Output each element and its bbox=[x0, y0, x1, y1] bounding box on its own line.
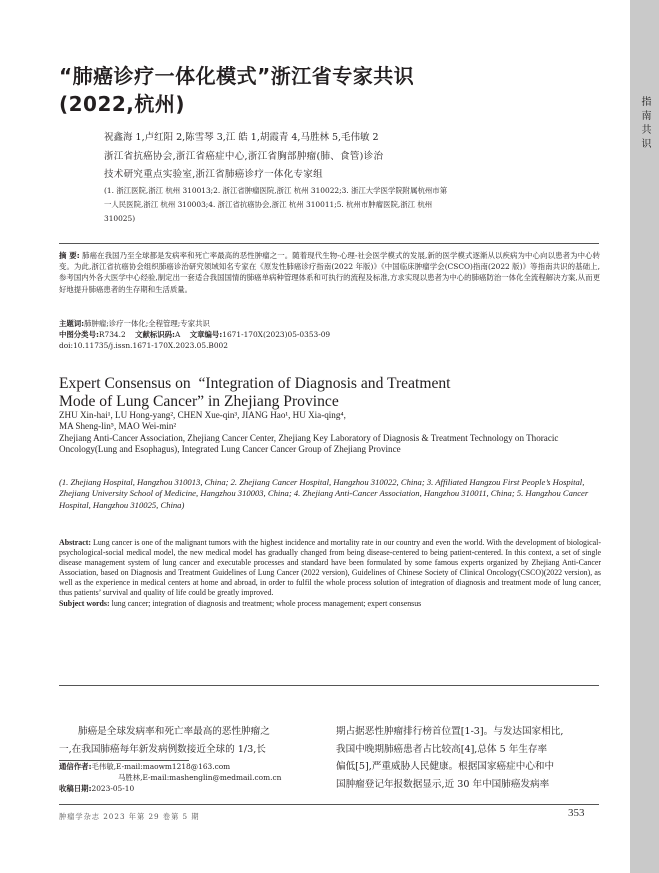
corresponding-author bbox=[59, 761, 230, 772]
body-left-line2: 一,在我国肺癌每年新发病例数接近全球的 1/3,长 bbox=[59, 743, 266, 755]
en-abstract-label: Abstract: bbox=[59, 538, 91, 547]
cn-classification bbox=[59, 329, 330, 340]
en-title bbox=[59, 375, 604, 411]
en-group: Zhejiang Anti-Cancer Association, Zhejiang Cancer Center, Zhejiang Key Laboratory of Diagnosis & Treatment Technology on Thoracic Oncology(Lung and Esophagus), Integrated Lung Cancer Cancer Group of Zhejiang Province bbox=[59, 433, 559, 455]
doc-label: 文献标识码: bbox=[135, 330, 175, 339]
cn-authors: 祝鑫海 1,卢红阳 2,陈雪琴 3,江 皓 1,胡霞青 4,马胜林 5,毛伟敏 2 bbox=[104, 132, 379, 143]
body-right-line1: 期占据恶性肿瘤排行榜首位置[1-3]。与发达国家相比, bbox=[336, 726, 564, 737]
cn-keywords bbox=[59, 318, 210, 329]
en-abstract-text: Lung cancer is one of the malignant tumors with the highest incidence and mortality rate in our country and even the world. With the development of biological-psychological-social medical model, the new medical model has gradually changed from being disease-centered to being patient-centered. In this context, a set of single disease management system of lung cancer and executable processes and standard have been formulated by some famous experts organized by Zhejiang Anti-Cancer Association, based on Diagnosis and Treatment Guidelines of Lung Cancer (2022 version), Guidelines of Chinese Society of Clinical Oncology(CSCO)(2022 version), as well as the experience in medical centers at home and abroad, in order to fulfil the whole process solution of integration of diagnosis and treatment mode of lung cancer, thus patients’ survival and quality of life could be greatly improved. bbox=[59, 538, 601, 598]
article-value: 1671-170X(2023)05-0353-09 bbox=[222, 330, 331, 339]
body-left-column bbox=[59, 723, 314, 758]
section-sidebar bbox=[630, 0, 659, 873]
cn-group-line1: 浙江省抗癌协会,浙江省癌症中心,浙江省胸部肿瘤(肺、食管)诊治 bbox=[104, 151, 384, 162]
received-date bbox=[59, 783, 134, 794]
en-abstract bbox=[59, 538, 601, 609]
cn-abstract bbox=[59, 250, 600, 295]
cn-title-line2: (2022,杭州) bbox=[59, 92, 186, 116]
body-right-column bbox=[336, 723, 600, 793]
en-subject-label: Subject words: bbox=[59, 598, 110, 608]
corr-label: 通信作者: bbox=[59, 762, 92, 771]
cn-title bbox=[59, 62, 599, 118]
corr-author-1: 毛伟敏,E-mail:maowm1218@163.com bbox=[91, 762, 231, 771]
doi: doi:10.11735/j.issn.1671-170X.2023.05.B002 bbox=[59, 341, 228, 350]
clc-value: R734.2 bbox=[98, 330, 126, 339]
cn-affiliations: (1. 浙江医院,浙江 杭州 310013;2. 浙江省肿瘤医院,浙江 杭州 310022;3. 浙江大学医学院附属杭州市第一人民医院,浙江 杭州 310003;4. 浙江省抗癌协会,浙江 杭州 310011;5. 杭州市肿瘤医院,浙江 杭州 310025) bbox=[104, 186, 448, 223]
article-label: 文章编号: bbox=[189, 330, 223, 339]
en-authors-line1: ZHU Xin-hai¹, LU Hong-yang², CHEN Xue-qin³, JIANG Hao¹, HU Xia-qing⁴, bbox=[59, 410, 346, 420]
body-right-line4: 国肿瘤登记年报数据显示,近 30 年中国肺癌发病率 bbox=[336, 778, 550, 790]
doc-value: A bbox=[174, 330, 181, 339]
cn-title-line1: “肺癌诊疗一体化模式”浙江省专家共识 bbox=[59, 64, 415, 88]
section-label: 指南共识 bbox=[639, 96, 650, 152]
clc-label: 中图分类号: bbox=[59, 330, 99, 339]
journal-issue: 肿瘤学杂志 2023 年第 29 卷第 5 期 bbox=[59, 812, 200, 821]
received-label: 收稿日期: bbox=[59, 784, 92, 793]
footer-rule bbox=[59, 804, 599, 805]
corr-author-2: 马胜林,E-mail:mashenglin@medmail.com.cn bbox=[118, 773, 282, 782]
body-left-line1: 肺癌是全球发病率和死亡率最高的恶性肿瘤之 bbox=[78, 726, 270, 737]
en-affiliations: (1. Zhejiang Hospital, Hangzhou 310013, China; 2. Zhejiang Cancer Hospital, Hangzhou 310022, China; 3. Affiliated Hangzou First People’s Hospital, Zhejiang University School of Medicine, Hangzhou 310003, China; 4. Zhejiang Anti-Cancer Association, Hangzhou 310011, China; 5. Hangzhou Cancer Hospital, Hangzhou 310025, China) bbox=[59, 477, 589, 510]
body-right-line3: 偏低[5],严重威胁人民健康。根据国家癌症中心和中 bbox=[336, 761, 555, 772]
body-right-line2: 我国中晚期肺癌患者占比较高[4],总体 5 年生存率 bbox=[336, 743, 548, 755]
cn-keywords-text: 肺肿瘤;诊疗一体化;全程管理;专家共识 bbox=[84, 319, 210, 328]
divider-bottom bbox=[59, 685, 599, 686]
received-value: 2023-05-10 bbox=[91, 784, 135, 793]
cn-keywords-label: 主题词: bbox=[59, 319, 85, 328]
en-authors-line2: MA Sheng-lin⁵, MAO Wei-min² bbox=[59, 421, 177, 432]
cn-abstract-text: 肺癌在我国乃至全球都是发病率和死亡率最高的恶性肿瘤之一。随着现代生物-心理-社会医学模式的发展,新的医学模式逐渐从以疾病为中心向以患者为中心转变。为此,浙江省抗癌协会组织肺癌诊治研究领域知名专家在《原发性肺癌诊疗指南(2022 年版)》《中国临床肿瘤学会(CSCO)指南(2022 版)》等指南共识的基础上,参考国内外各大医学中心经验,制定出一套适合我国国情的肺癌单病种管理体系和可执行的流程及标准,方求实现以患者为中心的肺癌防治一体化全流程解决方案,从而更好地提升肺癌患者的生存期和生活质量。 bbox=[59, 251, 600, 294]
divider-top bbox=[59, 243, 599, 244]
en-title-line2: Mode of Lung Cancer” in Zhejiang Province bbox=[59, 393, 339, 410]
en-title-line1: Expert Consensus on “Integration of Diagnosis and Treatment bbox=[59, 375, 451, 392]
en-authors bbox=[59, 410, 601, 433]
en-subject-text: lung cancer; integration of diagnosis and treatment; whole process management; expert consensus bbox=[111, 598, 422, 608]
cn-abstract-label: 摘 要: bbox=[59, 251, 80, 260]
page-number: 353 bbox=[568, 807, 585, 819]
cn-group-line2: 技术研究重点实验室,浙江省肺癌诊疗一体化专家组 bbox=[104, 169, 323, 180]
